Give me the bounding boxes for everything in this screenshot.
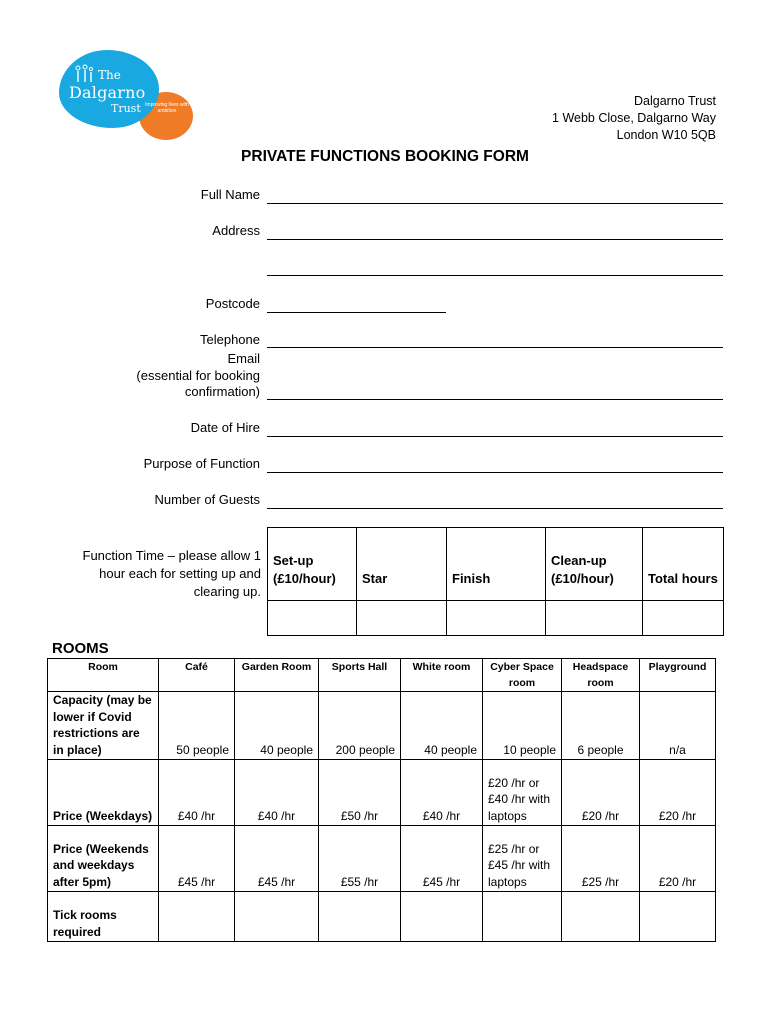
sports-hall-col-header: Sports Hall: [319, 659, 401, 692]
address-line-3: London W10 5QB: [616, 128, 716, 142]
address-line-2-field[interactable]: [267, 275, 723, 276]
tick-rooms-row: [48, 892, 716, 942]
address-line-2: 1 Webb Close, Dalgarno Way: [552, 111, 716, 125]
function-time-table: [267, 527, 724, 636]
tick-cafe[interactable]: [159, 892, 235, 942]
telephone-line[interactable]: [267, 347, 723, 348]
finish-header: Finish: [447, 528, 546, 601]
capacity-headspace: 6 people: [562, 692, 640, 760]
playground-col-header: Playground: [640, 659, 716, 692]
price-weekends-label: Price (Weekends and weekdays after 5pm): [48, 826, 159, 892]
purpose-line[interactable]: [267, 472, 723, 473]
total-hours-input[interactable]: [643, 601, 724, 636]
logo-text-the: The: [98, 68, 121, 82]
email-line[interactable]: [267, 399, 723, 400]
address-line-1-field[interactable]: [267, 239, 723, 240]
capacity-cafe: 50 people: [159, 692, 235, 760]
price-weekends-cyber-space: £25 /hr or £45 /hr with laptops: [483, 826, 562, 892]
price-weekends-garden-room: £45 /hr: [235, 826, 319, 892]
dalgarno-trust-logo: [55, 50, 200, 142]
tick-rooms-label: Tick rooms required: [48, 892, 159, 942]
tick-garden-room[interactable]: [235, 892, 319, 942]
family-figures-icon: [73, 64, 97, 84]
price-weekends-sports-hall: £55 /hr: [319, 826, 401, 892]
cleanup-input[interactable]: [546, 601, 643, 636]
page-title: PRIVATE FUNCTIONS BOOKING FORM: [241, 148, 529, 165]
price-weekdays-cafe: £40 /hr: [159, 760, 235, 826]
price-weekends-headspace: £25 /hr: [562, 826, 640, 892]
price-weekends-row: [48, 826, 716, 892]
price-weekends-white-room: £45 /hr: [401, 826, 483, 892]
email-label: Email: [227, 351, 260, 366]
function-time-label-3: clearing up.: [193, 584, 261, 599]
price-weekdays-cyber-space: £20 /hr or £40 /hr with laptops: [483, 760, 562, 826]
email-note-2: confirmation): [184, 384, 260, 399]
address-label: Address: [212, 223, 260, 238]
setup-header: Set-up (£10/hour): [268, 528, 357, 601]
cleanup-header: Clean-up (£10/hour): [546, 528, 643, 601]
postcode-label: Postcode: [205, 296, 260, 311]
full-name-line[interactable]: [267, 203, 723, 204]
guests-line[interactable]: [267, 508, 723, 509]
function-time-label-1: Function Time – please allow 1: [82, 548, 261, 563]
logo-text-trust: Trust: [111, 102, 141, 115]
purpose-label: Purpose of Function: [143, 456, 260, 471]
price-weekdays-label: Price (Weekdays): [48, 760, 159, 826]
total-hours-header: Total hours: [643, 528, 724, 601]
email-note-1: (essential for booking: [136, 368, 260, 383]
tick-white-room[interactable]: [401, 892, 483, 942]
function-time-label: [51, 547, 261, 601]
date-of-hire-line[interactable]: [267, 436, 723, 437]
trust-address: [552, 93, 716, 144]
function-time-label-2: hour each for setting up and: [99, 566, 261, 581]
price-weekdays-sports-hall: £50 /hr: [319, 760, 401, 826]
price-weekends-cafe: £45 /hr: [159, 826, 235, 892]
capacity-garden-room: 40 people: [235, 692, 319, 760]
logo-tagline: Improving lives with ambition: [145, 102, 189, 114]
garden-room-col-header: Garden Room: [235, 659, 319, 692]
capacity-playground: n/a: [640, 692, 716, 760]
tick-playground[interactable]: [640, 892, 716, 942]
rooms-heading: ROOMS: [52, 640, 109, 657]
room-col-header: Room: [48, 659, 159, 692]
tick-cyber-space[interactable]: [483, 892, 562, 942]
postcode-line[interactable]: [267, 312, 446, 313]
tick-sports-hall[interactable]: [319, 892, 401, 942]
finish-input[interactable]: [447, 601, 546, 636]
guests-label: Number of Guests: [154, 492, 260, 507]
price-weekdays-garden-room: £40 /hr: [235, 760, 319, 826]
start-input[interactable]: [357, 601, 447, 636]
headspace-col-header: Headspace room: [562, 659, 640, 692]
cyber-space-col-header: Cyber Space room: [483, 659, 562, 692]
capacity-cyber-space: 10 people: [483, 692, 562, 760]
white-room-col-header: White room: [401, 659, 483, 692]
capacity-label: Capacity (may be lower if Covid restrictions are in place): [48, 692, 159, 760]
setup-input[interactable]: [268, 601, 357, 636]
address-line-1: Dalgarno Trust: [634, 94, 716, 108]
price-weekdays-playground: £20 /hr: [640, 760, 716, 826]
price-weekdays-white-room: £40 /hr: [401, 760, 483, 826]
rooms-table: [47, 658, 716, 942]
price-weekends-playground: £20 /hr: [640, 826, 716, 892]
capacity-row: [48, 692, 716, 760]
price-weekdays-row: [48, 760, 716, 826]
logo-text-dalgarno: Dalgarno: [69, 83, 146, 102]
telephone-label: Telephone: [200, 332, 260, 347]
cafe-col-header: Café: [159, 659, 235, 692]
start-header: Star: [357, 528, 447, 601]
full-name-label: Full Name: [200, 187, 260, 202]
capacity-sports-hall: 200 people: [319, 692, 401, 760]
price-weekdays-headspace: £20 /hr: [562, 760, 640, 826]
tick-headspace[interactable]: [562, 892, 640, 942]
capacity-white-room: 40 people: [401, 692, 483, 760]
date-of-hire-label: Date of Hire: [190, 420, 260, 435]
